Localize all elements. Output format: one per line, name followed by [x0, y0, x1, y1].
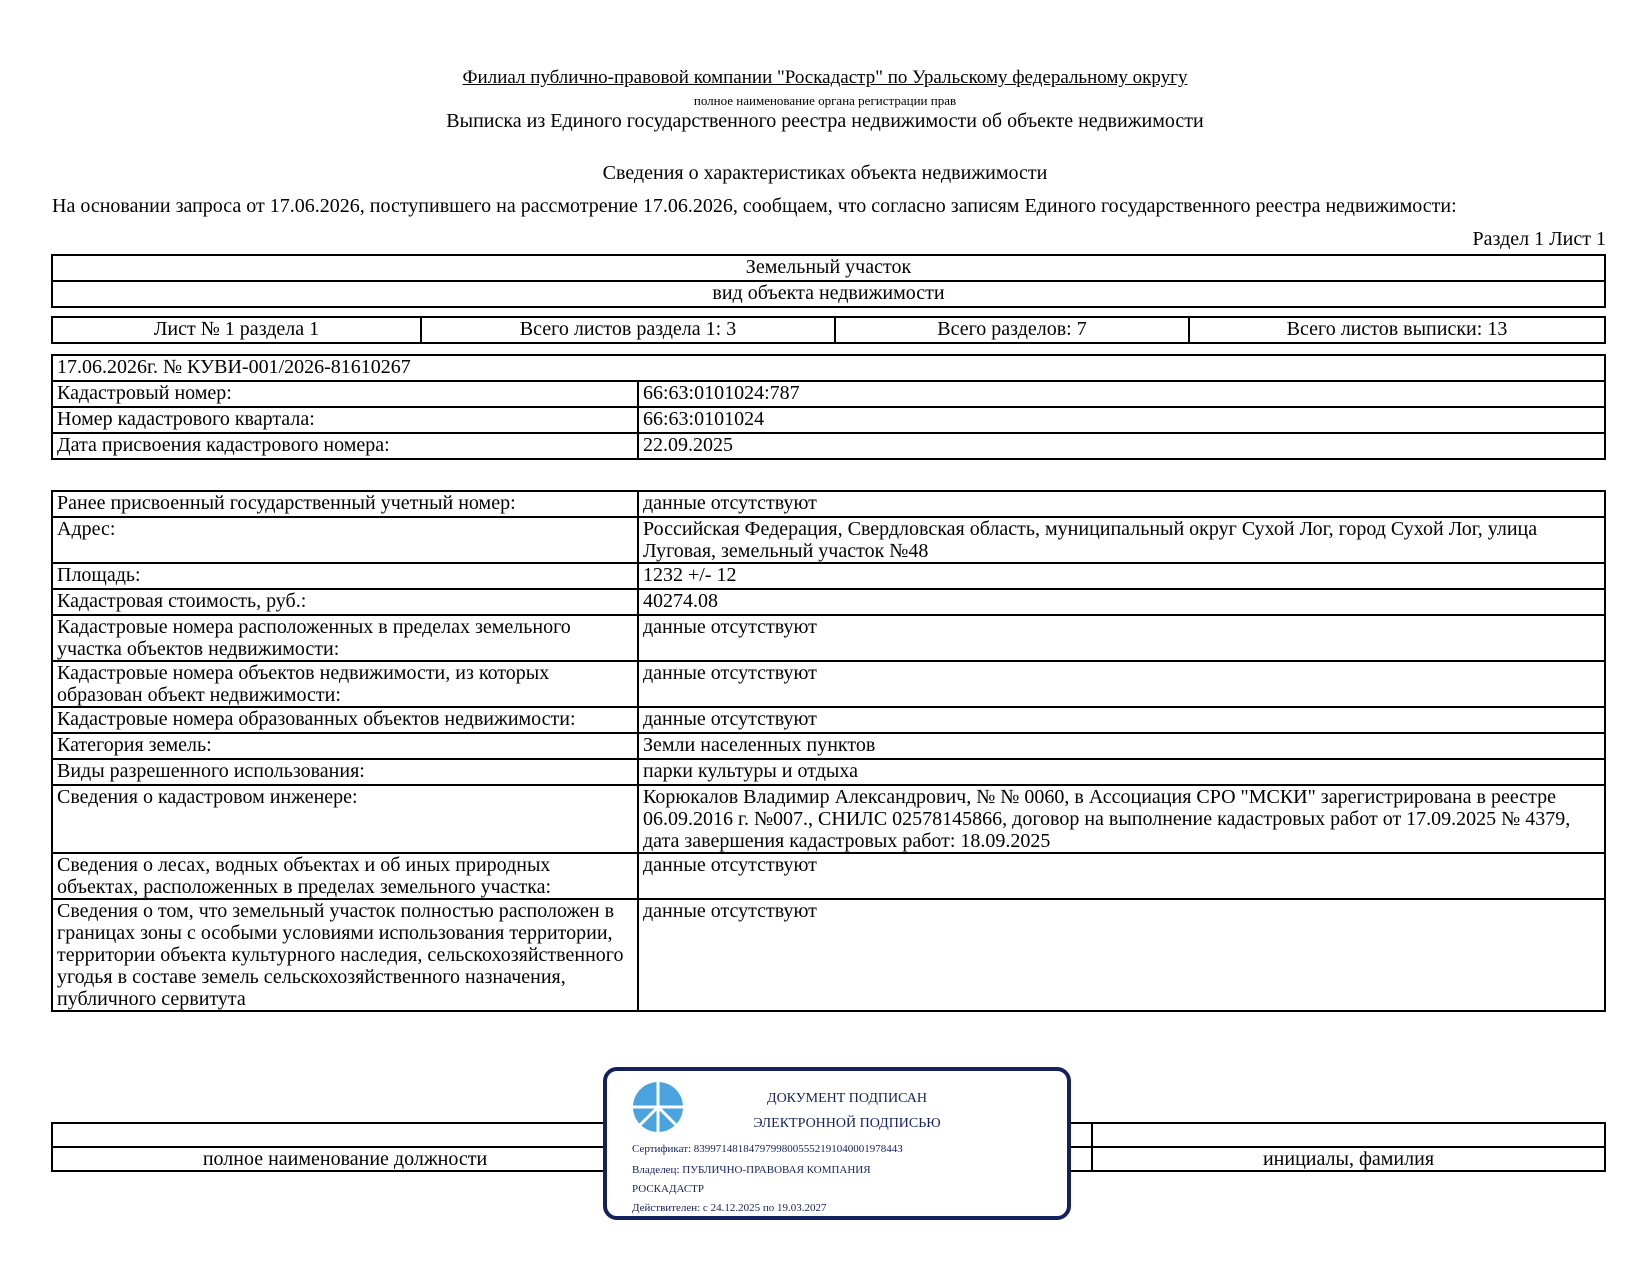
row-label: Категория земель: [52, 733, 638, 759]
position-caption: полное наименование должности [52, 1147, 638, 1171]
row-value: данные отсутствуют [638, 899, 1605, 1011]
name-caption: инициалы, фамилия [1092, 1147, 1605, 1171]
details-table [51, 490, 1606, 1012]
table-row [52, 433, 1605, 459]
row-label: Дата присвоения кадастрового номера: [52, 433, 638, 459]
request-number: 17.06.2026г. № КУВИ-001/2026-81610267 [52, 355, 1605, 381]
row-label: Адрес: [52, 517, 638, 563]
row-value: 1232 +/- 12 [638, 563, 1605, 589]
table-row [52, 491, 1605, 517]
row-value: 22.09.2025 [638, 433, 1605, 459]
table-row [52, 707, 1605, 733]
row-value: данные отсутствуют [638, 853, 1605, 899]
row-label: Кадастровый номер: [52, 381, 638, 407]
request-basis-text: На основании запроса от 17.06.2026, поступившего на рассмотрение 17.06.2026, сообщаем, что согласно записям Единого государственного реестра недвижимости: [52, 195, 1457, 217]
object-type-table [51, 254, 1606, 308]
table-row [52, 589, 1605, 615]
row-label: Кадастровая стоимость, руб.: [52, 589, 638, 615]
row-value: данные отсутствуют [638, 491, 1605, 517]
table-row [52, 615, 1605, 661]
row-label: Виды разрешенного использования: [52, 759, 638, 785]
document-title: Выписка из Единого государственного реестра недвижимости об объекте недвижимости [446, 110, 1204, 132]
row-value: данные отсутствуют [638, 707, 1605, 733]
stamp-heading-1: ДОКУМЕНТ ПОДПИСАН [767, 1091, 927, 1106]
section-subtitle: Сведения о характеристиках объекта недвижимости [602, 162, 1048, 184]
table-row [52, 733, 1605, 759]
section-sheet-label: Раздел 1 Лист 1 [1472, 228, 1606, 250]
name-field [1092, 1123, 1605, 1147]
stamp-certificate: Сертификат: 8399714818479799800555219104000197844З [632, 1143, 903, 1155]
row-value: 66:63:0101024 [638, 407, 1605, 433]
table-row [52, 785, 1605, 853]
electronic-signature-stamp [603, 1067, 1071, 1220]
row-value: Российская Федерация, Свердловская область, муниципальный округ Сухой Лог, город Сухой Лог, улица Луговая, земельный участок №48 [638, 517, 1605, 563]
row-label: Ранее присвоенный государственный учетный номер: [52, 491, 638, 517]
table-row [52, 407, 1605, 433]
row-value: Корюкалов Владимир Александрович, № № 0060, в Ассоциация СРО "МСКИ" зарегистрирована в реестре 06.09.2016 г. №007., СНИЛС 02578145866, договор на выполнение кадастровых работ от 17.09.2025 № 4379, дата завершения кадастровых работ: 18.09.2025 [638, 785, 1605, 853]
row-label: Сведения о том, что земельный участок полностью расположен в границах зоны с особыми условиями использования территории, территории объекта культурного наследия, сельскохозяйственного угодья в составе земель сельскохозяйственного назначения, публичного сервитута [52, 899, 638, 1011]
row-value: данные отсутствуют [638, 615, 1605, 661]
sheet-number: Лист № 1 раздела 1 [52, 317, 421, 343]
position-field [52, 1123, 638, 1147]
roskadastr-logo-icon [632, 1081, 684, 1133]
identity-table [51, 354, 1606, 460]
section-count: Всего разделов: 7 [835, 317, 1189, 343]
table-row [52, 899, 1605, 1011]
stamp-validity: Действителен: с 24.12.2025 по 19.03.2027 [632, 1202, 827, 1214]
row-value: парки культуры и отдыха [638, 759, 1605, 785]
row-value: 66:63:0101024:787 [638, 381, 1605, 407]
stamp-heading-2: ЭЛЕКТРОННОЙ ПОДПИСЬЮ [753, 1116, 941, 1131]
table-row [52, 381, 1605, 407]
row-label: Кадастровые номера расположенных в пределах земельного участка объектов недвижимости: [52, 615, 638, 661]
table-row [52, 661, 1605, 707]
org-name: Филиал публично-правовой компании "Роскадастр" по Уральскому федеральному округу [462, 67, 1188, 88]
object-type: Земельный участок [52, 255, 1605, 281]
sheets-table [51, 316, 1606, 344]
row-label: Кадастровые номера образованных объектов недвижимости: [52, 707, 638, 733]
object-type-caption: вид объекта недвижимости [52, 281, 1605, 307]
org-name-caption: полное наименование органа регистрации прав [693, 93, 957, 108]
extract-sheet-count: Всего листов выписки: 13 [1189, 317, 1605, 343]
row-label: Кадастровые номера объектов недвижимости, из которых образован объект недвижимости: [52, 661, 638, 707]
row-value: данные отсутствуют [638, 661, 1605, 707]
stamp-owner-name: РОСКАДАСТР [632, 1183, 705, 1195]
row-value: 40274.08 [638, 589, 1605, 615]
row-value: Земли населенных пунктов [638, 733, 1605, 759]
stamp-owner: Владелец: ПУБЛИЧНО-ПРАВОВАЯ КОМПАНИЯ [632, 1164, 871, 1176]
table-row [52, 853, 1605, 899]
row-label: Номер кадастрового квартала: [52, 407, 638, 433]
table-row [52, 517, 1605, 563]
row-label: Площадь: [52, 563, 638, 589]
table-row [52, 759, 1605, 785]
row-label: Сведения о лесах, водных объектах и об иных природных объектах, расположенных в пределах земельного участка: [52, 853, 638, 899]
table-row [52, 563, 1605, 589]
section-sheet-count: Всего листов раздела 1: 3 [421, 317, 835, 343]
row-label: Сведения о кадастровом инженере: [52, 785, 638, 853]
